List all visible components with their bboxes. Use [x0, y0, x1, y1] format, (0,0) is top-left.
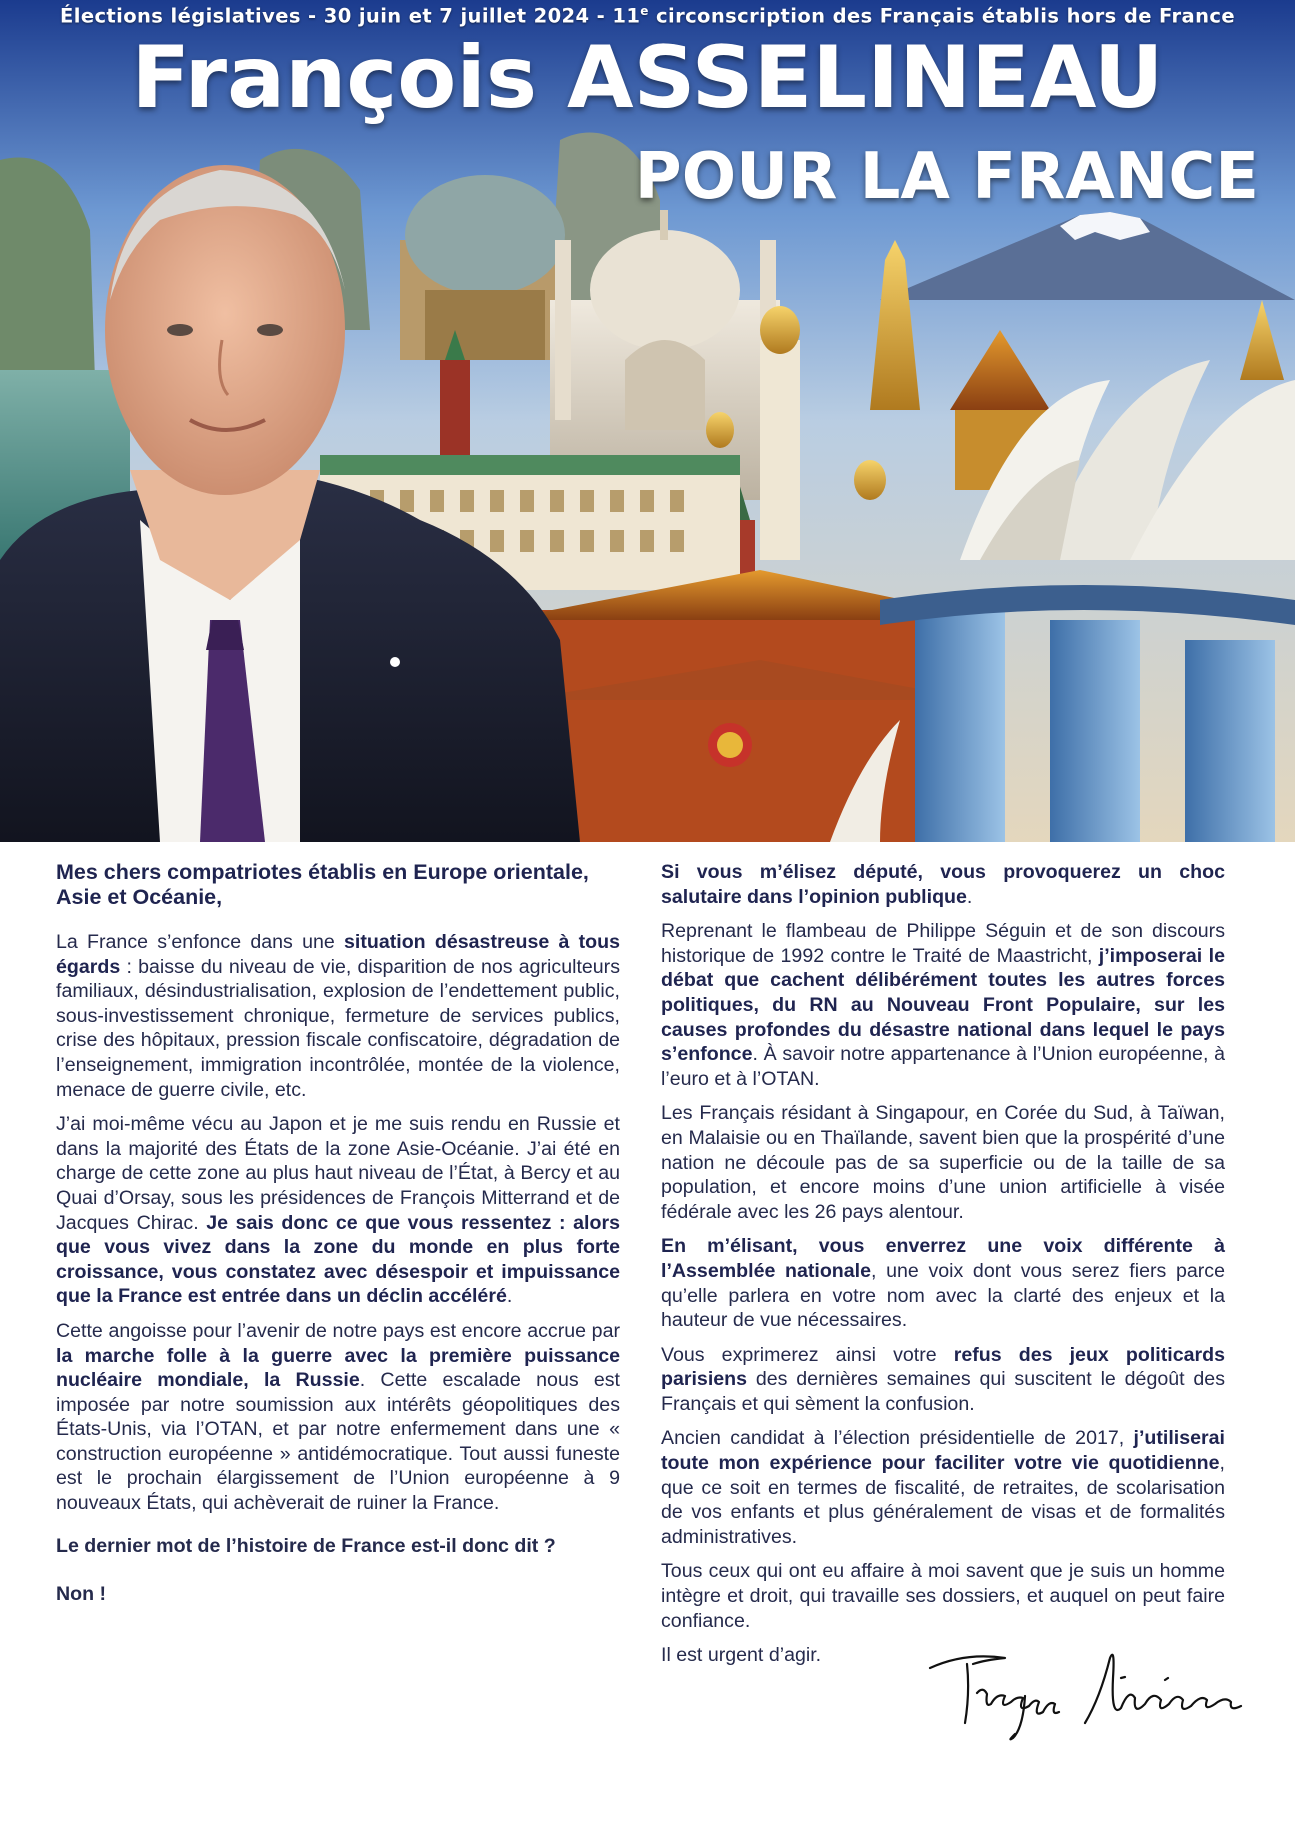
- body-text: Reprenant le flambeau de Philippe Séguin et de son discours historique de 1992 contre le Traité de Maastricht,: [661, 920, 1225, 967]
- emphasis-text: refus des jeux politicards parisiens: [661, 1343, 1225, 1391]
- rhetorical-question: Le dernier mot de l’histoire de France est-il donc dit ?: [56, 1534, 556, 1557]
- body-text: Les Français résidant à Singapour, en Corée du Sud, à Taïwan, en Malaisie ou en Thaïlande, savent bien que la prospérité d’une nation ne découle pas de sa superficie ou de la taille de sa population, et encore moins d’une union artificielle à visée fédérale avec les 26 pays alentour.: [661, 1102, 1225, 1223]
- body-text: . À savoir notre appartenance à l’Union européenne, à l’euro et à l’OTAN.: [661, 1043, 1225, 1090]
- emphasis-text: Je sais donc ce que vous ressentez : alors que vous vivez dans la zone du monde en plus forte croissance, vous constatez avec désespoir et impuissance que la France est entrée dans un déclin accéléré: [56, 1211, 620, 1308]
- emphasis-text: Si vous m’élisez député, vous provoquerez un choc salutaire dans l’opinion publique: [661, 861, 1225, 908]
- paragraph: [661, 1234, 1225, 1332]
- paragraph: [661, 860, 1225, 909]
- closing-line: Il est urgent d’agir.: [661, 1644, 822, 1667]
- body-text: , que ce soit en termes de fiscalité, de retraites, de scolarisation de vos enfants et plus généralement de visas et de formalités administratives.: [661, 1452, 1225, 1548]
- greeting: Mes chers compatriotes établis en Europe orientale, Asie et Océanie,: [56, 860, 589, 909]
- body-text: Vous exprimerez ainsi votre: [661, 1343, 954, 1366]
- emphasis-text: la marche folle à la guerre avec la première puissance nucléaire mondiale, la Russie: [56, 1344, 620, 1392]
- emphasis-text: En m’élisant, vous enverrez une voix différente à l’Assemblée nationale: [661, 1235, 1225, 1282]
- candidate-name: François ASSELINEAU: [131, 28, 1164, 128]
- left-column: [56, 860, 620, 1617]
- handwritten-signature: [925, 1638, 1250, 1748]
- emphasis-text: j’imposerai le débat que cachent délibérément toutes les autres forces politiques, du RN au Nouveau Front Populaire, sur les causes profondes du désastre national dans lequel le pays s’enfonce: [661, 944, 1225, 1066]
- body-text: .: [506, 1285, 513, 1308]
- paragraph: [661, 919, 1225, 1091]
- body-text: , une voix dont vous serez fiers parce qu’elle parlera en votre nom avec la clarté des enjeux et la hauteur de vue nécessaires.: [661, 1259, 1225, 1332]
- election-info-line: Élections législatives - 30 juin et 7 juillet 2024 - 11e circonscription des Français établis hors de France: [60, 4, 1235, 28]
- body-text: Tous ceux qui ont eu affaire à moi savent que je suis un homme intègre et droit, qui travaille ses dossiers, et auquel on peut faire confiance.: [661, 1560, 1225, 1632]
- header-banner: [0, 0, 1295, 842]
- emphasis-text: j’utiliserai toute mon expérience pour faciliter votre vie quotidienne: [661, 1427, 1225, 1475]
- paragraph: [56, 1319, 620, 1516]
- body-text: . Cette escalade nous est imposée par notre soumission aux intérêts géopolitiques des États-Unis, via l’OTAN, et par notre enfermement dans une « construction européenne » antidémocratique. Tout aussi funeste est le prochain élargissement de l’Union européenne à 9 nouveaux États, qui achèverait de ruiner la France.: [56, 1369, 620, 1515]
- body-text: J’ai moi-même vécu au Japon et je me suis rendu en Russie et dans la majorité des États de la zone Asie-Océanie. J’ai été en charge de cette zone au plus haut niveau de l’État, à Bercy et au Quai d’Orsay, sous les présidences de François Mitterrand et de Jacques Chirac.: [56, 1113, 620, 1234]
- body-text: Ancien candidat à l’élection présidentielle de 2017,: [661, 1427, 1134, 1450]
- body-text: : baisse du niveau de vie, disparition de nos agriculteurs familiaux, désindustrialisation, explosion de l’endettement public, sous-investissement chronique, fermeture de services publics, crise des hôpitaux, pression fiscale confiscatoire, dégradation de l’enseignement, immigration incontrôlée, montée de la violence, menace de guerre civile, etc.: [56, 955, 620, 1101]
- slogan: POUR LA FRANCE: [634, 140, 1259, 214]
- body-text: Cette angoisse pour l’avenir de notre pays est encore accrue par: [56, 1319, 620, 1342]
- answer: Non !: [56, 1583, 107, 1606]
- right-column: [661, 860, 1225, 1678]
- body-text: .: [966, 885, 973, 908]
- emphasis-text: situation désastreuse à tous égards: [56, 931, 620, 978]
- paragraph: [661, 1426, 1225, 1549]
- paragraph: [56, 1112, 620, 1309]
- paragraph: [661, 1343, 1225, 1417]
- paragraph: [56, 930, 620, 1102]
- body-text: des dernières semaines qui suscitent le dégoût des Français et qui sèment la confusion.: [661, 1368, 1225, 1415]
- paragraph: [661, 1559, 1225, 1633]
- paragraph: [661, 1101, 1225, 1224]
- body-text: La France s’enfonce dans une: [56, 931, 345, 953]
